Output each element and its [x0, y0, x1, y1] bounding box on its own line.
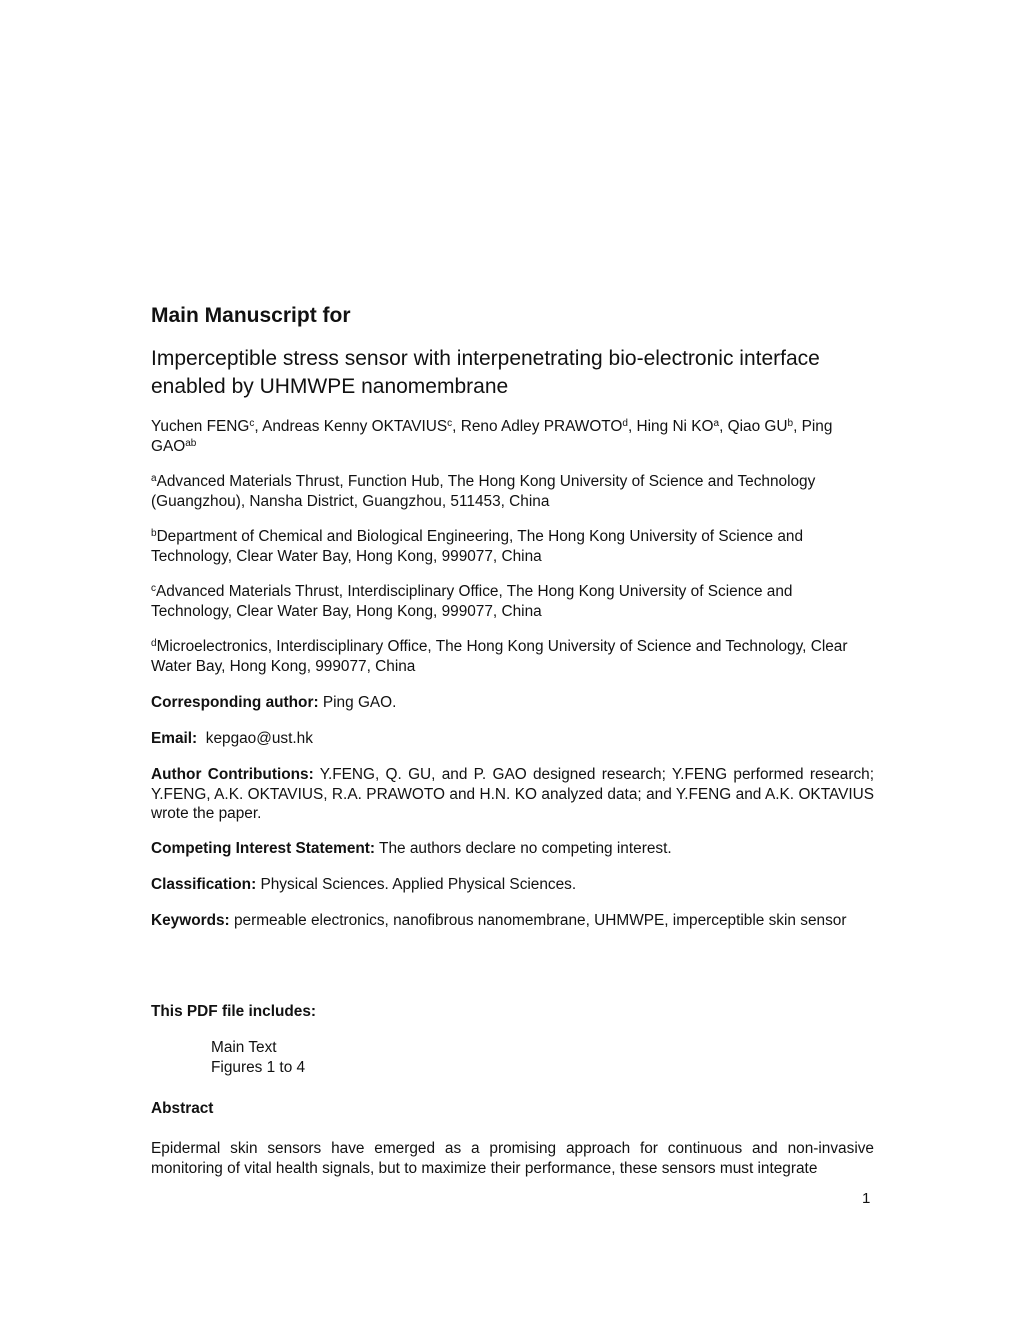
affiliation-b: $^b$Department of Chemical and Biological Engineering, The Hong Kong University of Science and Technology, Clear Water Bay, Hong Kong, 999077, China — [151, 528, 804, 565]
paper-title: Imperceptible stress sensor with interpenetrating bio-electronic interface enabled by UHMWPE nanomembrane — [151, 347, 820, 398]
keywords: Keywords: permeable electronics, nanofibrous nanomembrane, UHMWPE, imperceptible skin sensor — [151, 912, 847, 929]
author: Hing Ni $KO^a$, — [636, 418, 728, 435]
abstract-text: Epidermal skin sensors have emerged as a promising approach for continuous and non-invasive monitoring of vital health signals, but to maximize their performance, these sensors must integrate — [151, 1140, 874, 1177]
author: Yuchen FENG$^c$, — [151, 418, 263, 435]
classification: Classification: Physical Sciences. Applied Physical Sciences. — [151, 876, 577, 893]
author: Reno Adley PRAWOTO$^d$, — [460, 418, 637, 435]
email-line: Email: kepgao@ust.hk — [151, 730, 313, 747]
author-contributions: Author Contributions: Y.FENG, Q. GU, and P. GAO designed research; Y.FENG performed research; Y.FENG, A.K. OKTAVIUS, R.A. PRAWOTO and H.N. KO analyzed data; and Y.FENG and A.K. OKTAVIUS wrote the paper. — [151, 766, 874, 823]
author: Ping $GAO^{ab}$ — [151, 418, 833, 455]
affiliation-d: $^d$Microelectronics, Interdisciplinary Office, The Hong Kong University of Science and Technology, Clear Water Bay, Hong Kong, 999077, China — [151, 638, 848, 675]
author-list — [151, 417, 874, 456]
includes-heading: This PDF file includes: — [151, 1003, 317, 1020]
abstract-heading: Abstract — [151, 1100, 214, 1117]
affiliation-a: $^a$Advanced Materials Thrust, Function Hub, The Hong Kong University of Science and Technology (Guangzhou), Nansha District, Guangzhou, 511453, China — [151, 473, 816, 510]
page-number: 1 — [862, 1190, 871, 1207]
author: Andreas Kenny OKTAVIUS$^c$, — [262, 418, 461, 435]
affiliation-c: $^c$Advanced Materials Thrust, Interdisciplinary Office, The Hong Kong University of Science and Technology, Clear Water Bay, Hong Kong, 999077, China — [151, 583, 793, 620]
manuscript-heading: Main Manuscript for — [151, 304, 351, 327]
author: Qiao $GU^b$, — [727, 418, 802, 435]
includes-item-figures: Figures 1 to 4 — [211, 1059, 306, 1076]
includes-item-main-text: Main Text — [211, 1039, 277, 1056]
corresponding-author: Corresponding author: Ping GAO. — [151, 694, 397, 711]
competing-interest: Competing Interest Statement: The authors declare no competing interest. — [151, 840, 672, 857]
email-address[interactable]: kepgao@ust.hk — [205, 730, 313, 747]
